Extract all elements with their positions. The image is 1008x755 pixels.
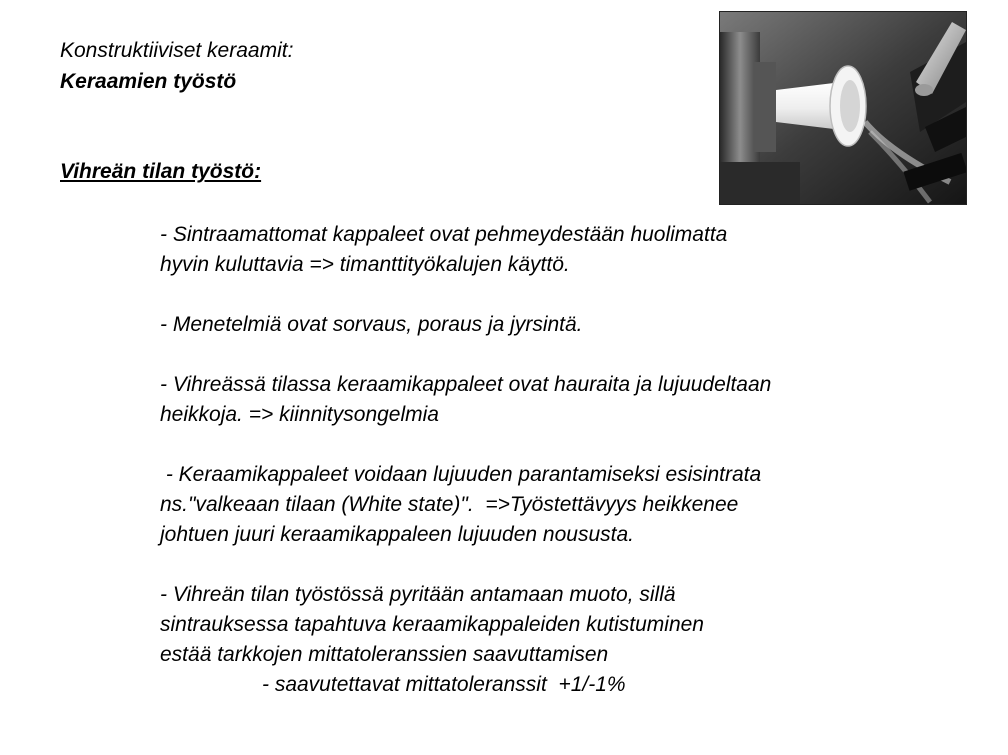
bullet-line: estää tarkkojen mittatoleranssien saavuttamisen (160, 643, 609, 666)
slide-title: Keraamien työstö (60, 70, 237, 93)
bullet-line: - Menetelmiä ovat sorvaus, poraus ja jyrsintä. (160, 313, 583, 336)
bullet-item (160, 310, 940, 340)
bullet-item (160, 580, 940, 700)
bullet-item (160, 370, 940, 430)
lathe-machining-image (720, 12, 966, 204)
bullet-line: hyvin kuluttavia => timanttityökalujen käyttö. (160, 253, 570, 276)
bullet-line: - Vihreän tilan työstössä pyritään antamaan muoto, sillä (160, 583, 676, 606)
bullet-item (160, 460, 940, 550)
slide-subtitle: Konstruktiiviset keraamit: (60, 39, 294, 62)
bullet-line: - Keraamikappaleet voidaan lujuuden parantamiseksi esisintrata (160, 463, 762, 486)
bullet-line: johtuen juuri keraamikappaleen lujuuden noususta. (160, 523, 634, 546)
machining-photo (719, 11, 967, 205)
bullet-item (160, 220, 940, 280)
bullet-line: ns."valkeaan tilaan (White state)". =>Työstettävyys heikkenee (160, 493, 739, 516)
bullet-subline: - saavutettavat mittatoleranssit +1/-1% (262, 673, 626, 696)
section-title: Vihreän tilan työstö: (60, 160, 262, 183)
bullet-line: - Sintraamattomat kappaleet ovat pehmeydestään huolimatta (160, 223, 728, 246)
bullet-line: heikkoja. => kiinnitysongelmia (160, 403, 439, 426)
bullet-line: - Vihreässä tilassa keraamikappaleet ovat hauraita ja lujuudeltaan (160, 373, 772, 396)
bullet-line: sintrauksessa tapahtuva keraamikappaleiden kutistuminen (160, 613, 704, 636)
bullet-list (160, 220, 940, 730)
